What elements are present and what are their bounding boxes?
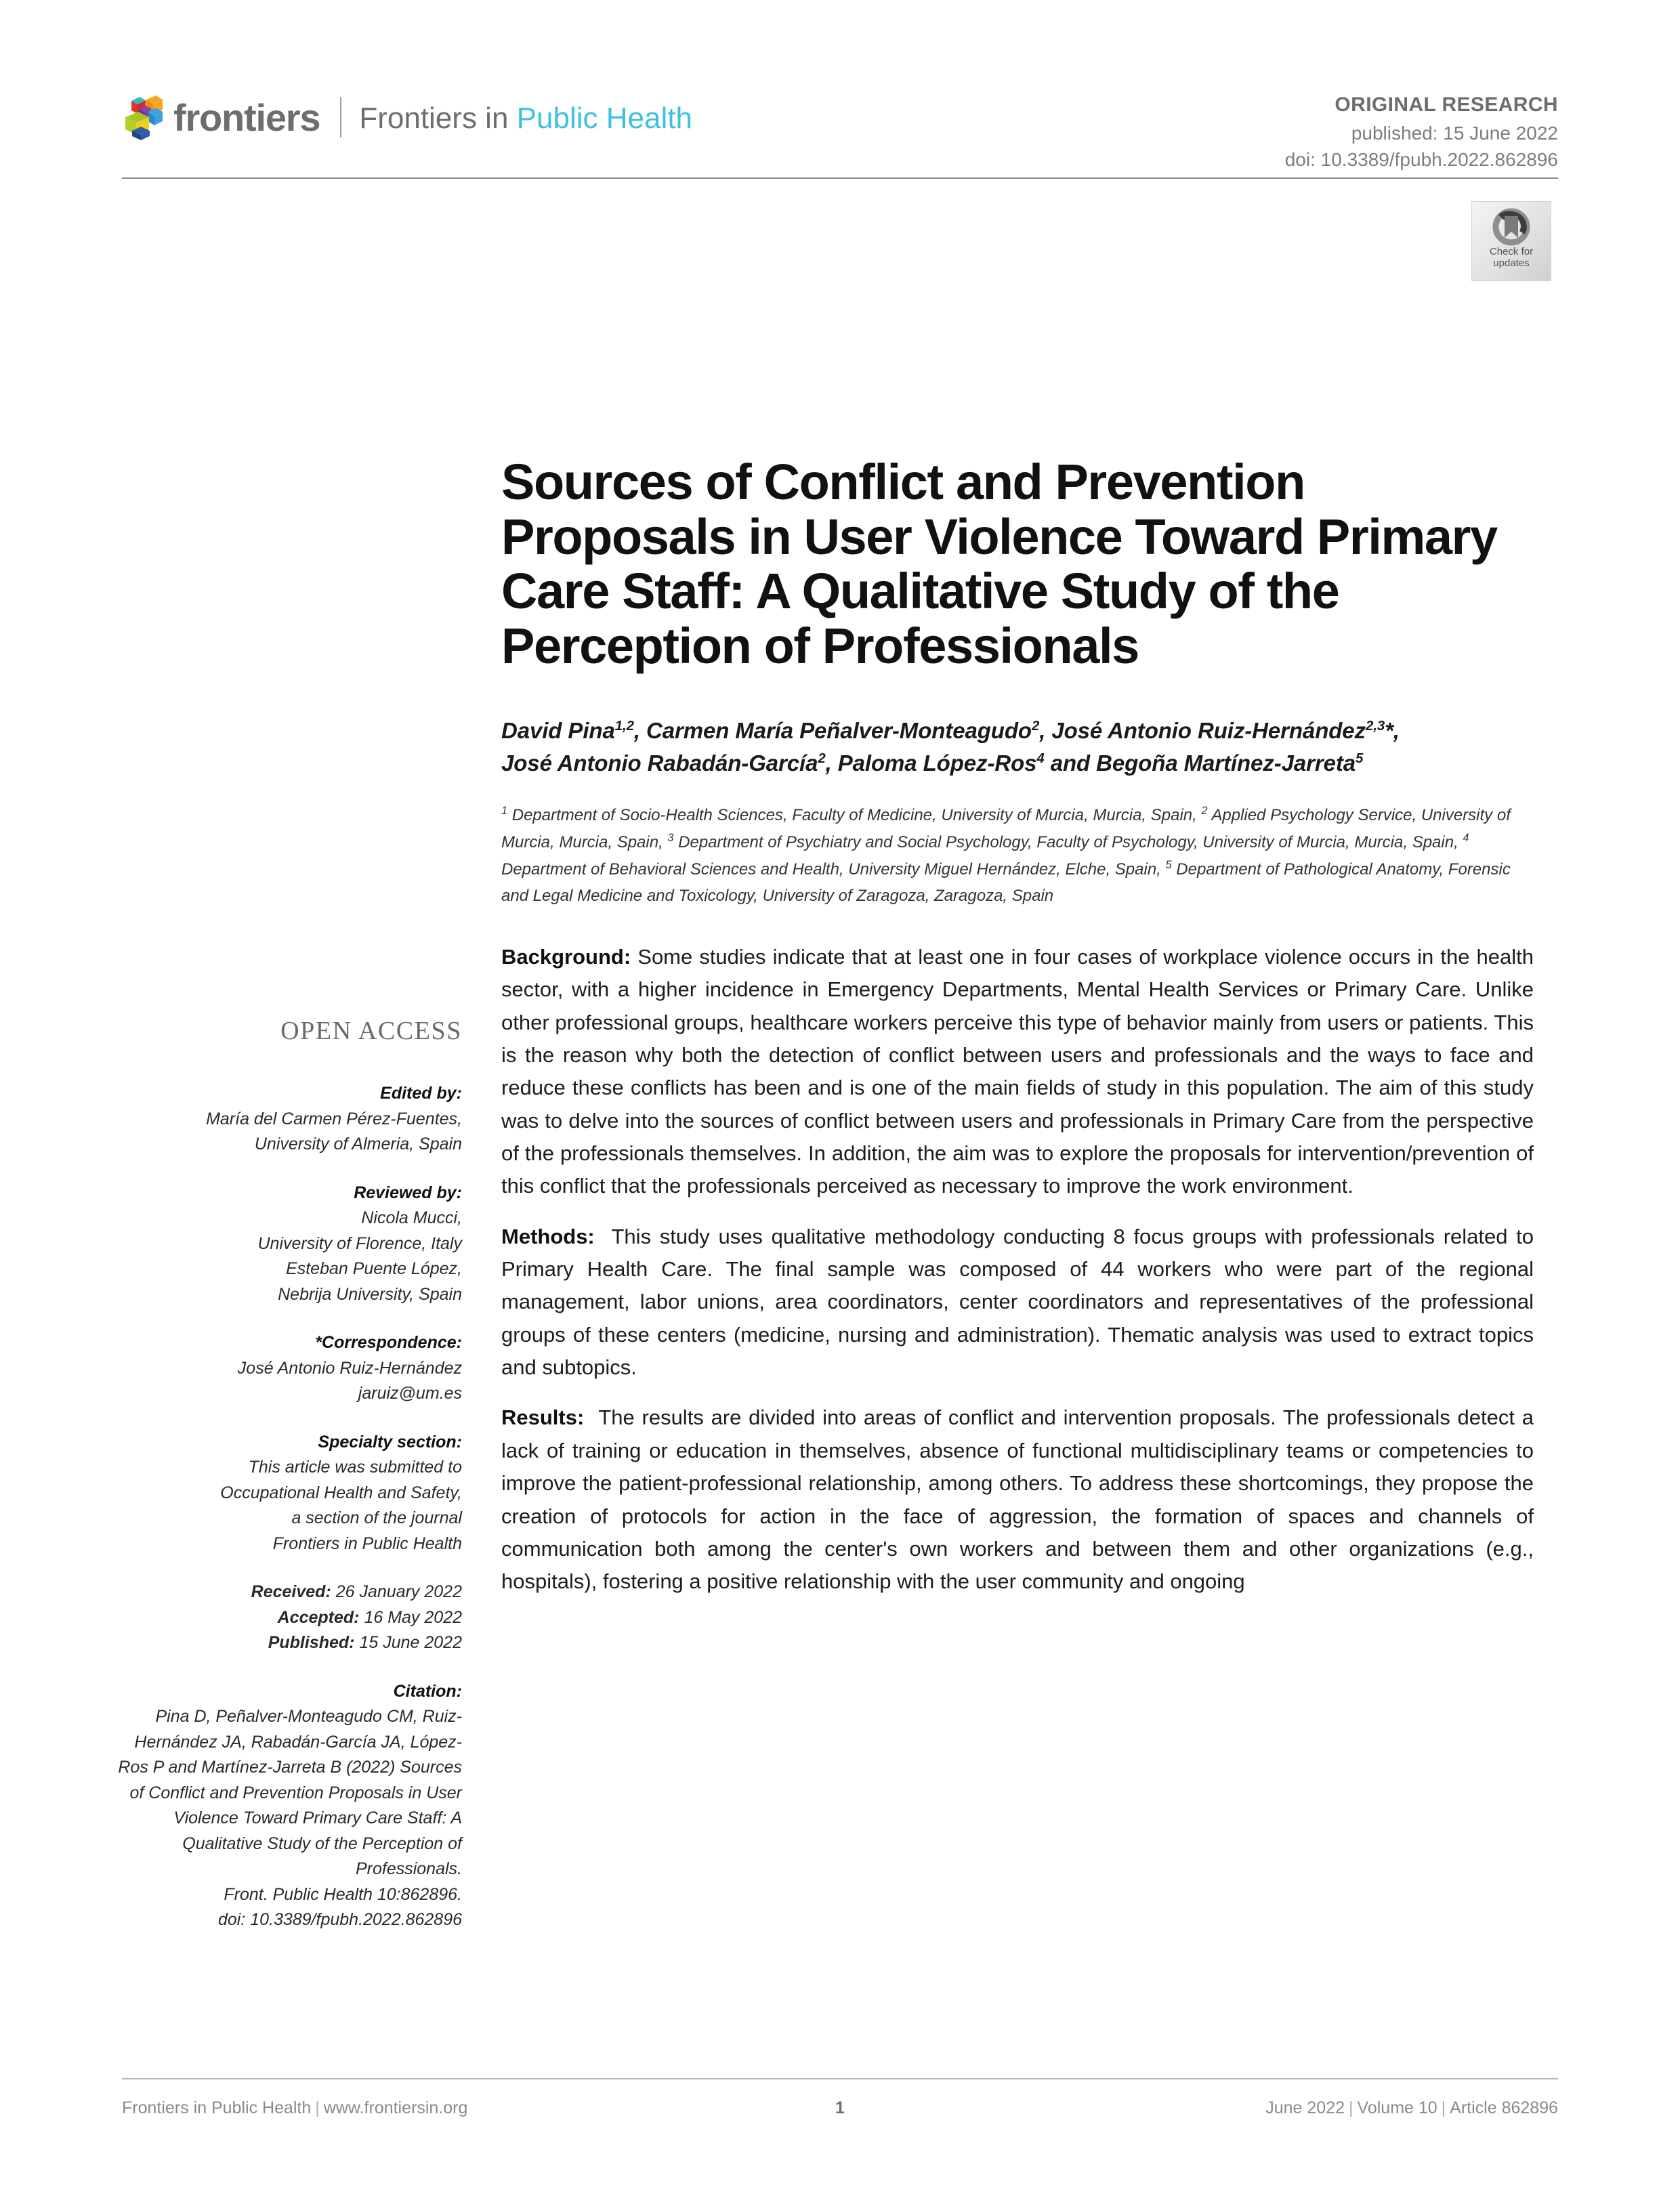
crossmark-label-line2: updates: [1493, 257, 1530, 269]
received-value: 26 January 2022: [335, 1582, 462, 1601]
page-number: 1: [835, 2098, 845, 2117]
received-date-row: [117, 1580, 462, 1605]
footer-article-number: Article 862896: [1450, 2098, 1558, 2117]
abstract-background-text: Some studies indicate that at least one in four cases of workplace violence occurs in the health sector, with a higher incidence in Emergency Departments, Mental Health Services or Primary Care. Unlike other professional groups, healthcare workers perceive this type of behavior mainly from users or patients. This is the reason why both the detection of conflict between users and professionals and the ways to face and reduce these conflicts has been and is one of the main fields of study in this population. The aim of this study was to delve into the sources of conflict between users and professionals in Primary Care from the perspective of the professionals themselves. In addition, the aim was to explore the proposals for intervention/prevention of this conflict that the professionals perceived as necessary to improve the work environment.: [501, 944, 1534, 1198]
published-value: 15 June 2022: [359, 1633, 462, 1652]
citation-journal: Front. Public Health 10:862896.: [224, 1884, 462, 1904]
specialty-section-block: [117, 1430, 462, 1557]
abstract-methods-label: Methods:: [501, 1224, 595, 1248]
footer-right: [1265, 2098, 1558, 2118]
specialty-line-3: a section of the journal: [291, 1508, 462, 1527]
article-type-label: ORIGINAL RESEARCH: [1335, 93, 1558, 116]
abstract-background: [501, 941, 1534, 1203]
frontiers-cubes-logo-icon: [122, 91, 164, 140]
author-list: [501, 715, 1534, 781]
abstract-background-label: Background:: [501, 944, 631, 969]
crossmark-label-line1: Check for: [1489, 246, 1534, 257]
reviewed-by-block: [117, 1181, 462, 1308]
frontiers-wordmark: frontiers: [173, 96, 320, 139]
footer-left: [122, 2098, 467, 2118]
footer-separator-1: |: [315, 2098, 320, 2117]
specialty-line-4: Frontiers in Public Health: [272, 1533, 462, 1553]
footer-volume: Volume 10: [1357, 2098, 1437, 2117]
specialty-line-2: Occupational Health and Safety,: [220, 1483, 462, 1502]
abstract-results-text: The results are divided into areas of conflict and intervention proposals. The professionals detect a lack of training or education in themselves, absence of functional multidisciplinary teams or competencies to improve the patient-professional relationship, among others. To address these shortcomings, they propose the creation of protocols for action in the face of aggression, the formation of spaces and channels of communication both among the center's own workers and between them and other organizations (e.g., hospitals), fostering a positive relationship with the user community and ongoing: [501, 1405, 1534, 1594]
reviewer-2-affiliation: Nebrija University, Spain: [278, 1284, 462, 1304]
journal-title-prefix: Frontiers in: [359, 102, 517, 135]
page-title: Sources of Conflict and Prevention Proposals in User Violence Toward Primary Care Staff: A Qualitative Study of the Perception of Professionals: [501, 454, 1497, 674]
correspondence-name: José Antonio Ruiz-Hernández: [237, 1358, 462, 1378]
footer-divider-rule: [122, 2078, 1558, 2079]
specialty-line-1: This article was submitted to: [248, 1458, 462, 1477]
citation-block: [117, 1679, 462, 1933]
accepted-value: 16 May 2022: [364, 1607, 462, 1627]
doi-line[interactable]: doi: 10.3389/fpubh.2022.862896: [1284, 149, 1558, 171]
abstract-results: [501, 1401, 1534, 1598]
abstract-methods: [501, 1221, 1534, 1384]
footer-separator-3: |: [1441, 2098, 1446, 2117]
journal-title-accent: Public Health: [516, 102, 692, 135]
abstract: [501, 941, 1534, 1599]
affiliations: $^1$ Department of Socio-Health Sciences, Faculty of Medicine, University of Murcia, Murcia, Spain, $^2$ Applied Psychology Service, University of Murcia, Murcia, Spain, $^3$ Department of Psychiatry and Social Psychology, Faculty of Psychology, University of Murcia, Murcia, Spain, $^4$ Department of Behavioral Sciences and Health, University Miguel Hernández, Elche, Spain, $^5$ Department of Pathological Anatomy, Forensic and Legal Medicine and Toxicology, University of Zaragoza, Zaragoza, Spain: [501, 805, 1511, 905]
reviewer-2-name: Esteban Puente López,: [286, 1259, 462, 1278]
correspondence-label: *Correspondence:: [315, 1333, 462, 1352]
citation-doi[interactable]: doi: 10.3389/fpubh.2022.862896: [217, 1910, 462, 1929]
correspondence-email[interactable]: jaruiz@um.es: [358, 1384, 462, 1403]
editor-affiliation: University of Almeria, Spain: [254, 1135, 462, 1154]
published-date-row: [117, 1630, 462, 1656]
main-column: [501, 0, 1534, 1599]
accepted-label: Accepted:: [277, 1607, 360, 1627]
correspondence-block: [117, 1330, 462, 1407]
footer-issue-date: June 2022: [1265, 2098, 1345, 2117]
editor-name: María del Carmen Pérez-Fuentes,: [206, 1109, 462, 1128]
reviewer-1-affiliation: University of Florence, Italy: [257, 1233, 462, 1253]
footer-website-url[interactable]: www.frontiersin.org: [323, 2098, 468, 2117]
accepted-date-row: [117, 1605, 462, 1631]
page-footer: [122, 2098, 1558, 2118]
reviewer-1-name: Nicola Mucci,: [361, 1208, 462, 1227]
citation-text: Pina D, Peñalver-Monteagudo CM, Ruiz-Hernández JA, Rabadán-García JA, López-Ros P and Martínez-Jarreta B (2022) Sources of Conflict and Prevention Proposals in User Violence Toward Primary Care Staff: A Qualitative Study of the Perception of Professionals.: [118, 1707, 462, 1878]
editorial-sidebar: [117, 1016, 462, 1956]
citation-label: Citation:: [393, 1681, 462, 1701]
abstract-methods-text: This study uses qualitative methodology conducting 8 focus groups with professionals related to Primary Health Care. The final sample was composed of 44 workers who were part of the regional management, labor unions, area coordinators, center coordinators and representatives of the professional groups of these centers (medicine, nursing and administration). Thematic analysis was used to extract topics and subtopics.: [501, 1224, 1534, 1380]
author-line-2: José Antonio Rabadán-García$^2$, Paloma López-Ros$^4$ and Begoña Martínez-Jarreta$^5$: [501, 750, 1364, 776]
published-label: Published:: [268, 1633, 355, 1652]
footer-journal-name: Frontiers in Public Health: [122, 2098, 312, 2117]
masthead-divider: [340, 97, 341, 138]
edited-by-label: Edited by:: [380, 1084, 462, 1103]
specialty-section-label: Specialty section:: [318, 1432, 462, 1452]
author-line-1: David Pina$^{1,2}$, Carmen María Peñalver-Monteagudo$^2$, José Antonio Ruiz-Hernández$^{2,3}$*,: [501, 717, 1400, 743]
footer-separator-2: |: [1349, 2098, 1353, 2117]
received-label: Received:: [251, 1582, 331, 1601]
abstract-results-label: Results:: [501, 1405, 585, 1430]
edited-by-block: [117, 1081, 462, 1158]
dates-block: [117, 1580, 462, 1656]
reviewed-by-label: Reviewed by:: [354, 1183, 462, 1202]
published-date: published: 15 June 2022: [1351, 122, 1558, 144]
open-access-label: OPEN ACCESS: [280, 1017, 462, 1045]
